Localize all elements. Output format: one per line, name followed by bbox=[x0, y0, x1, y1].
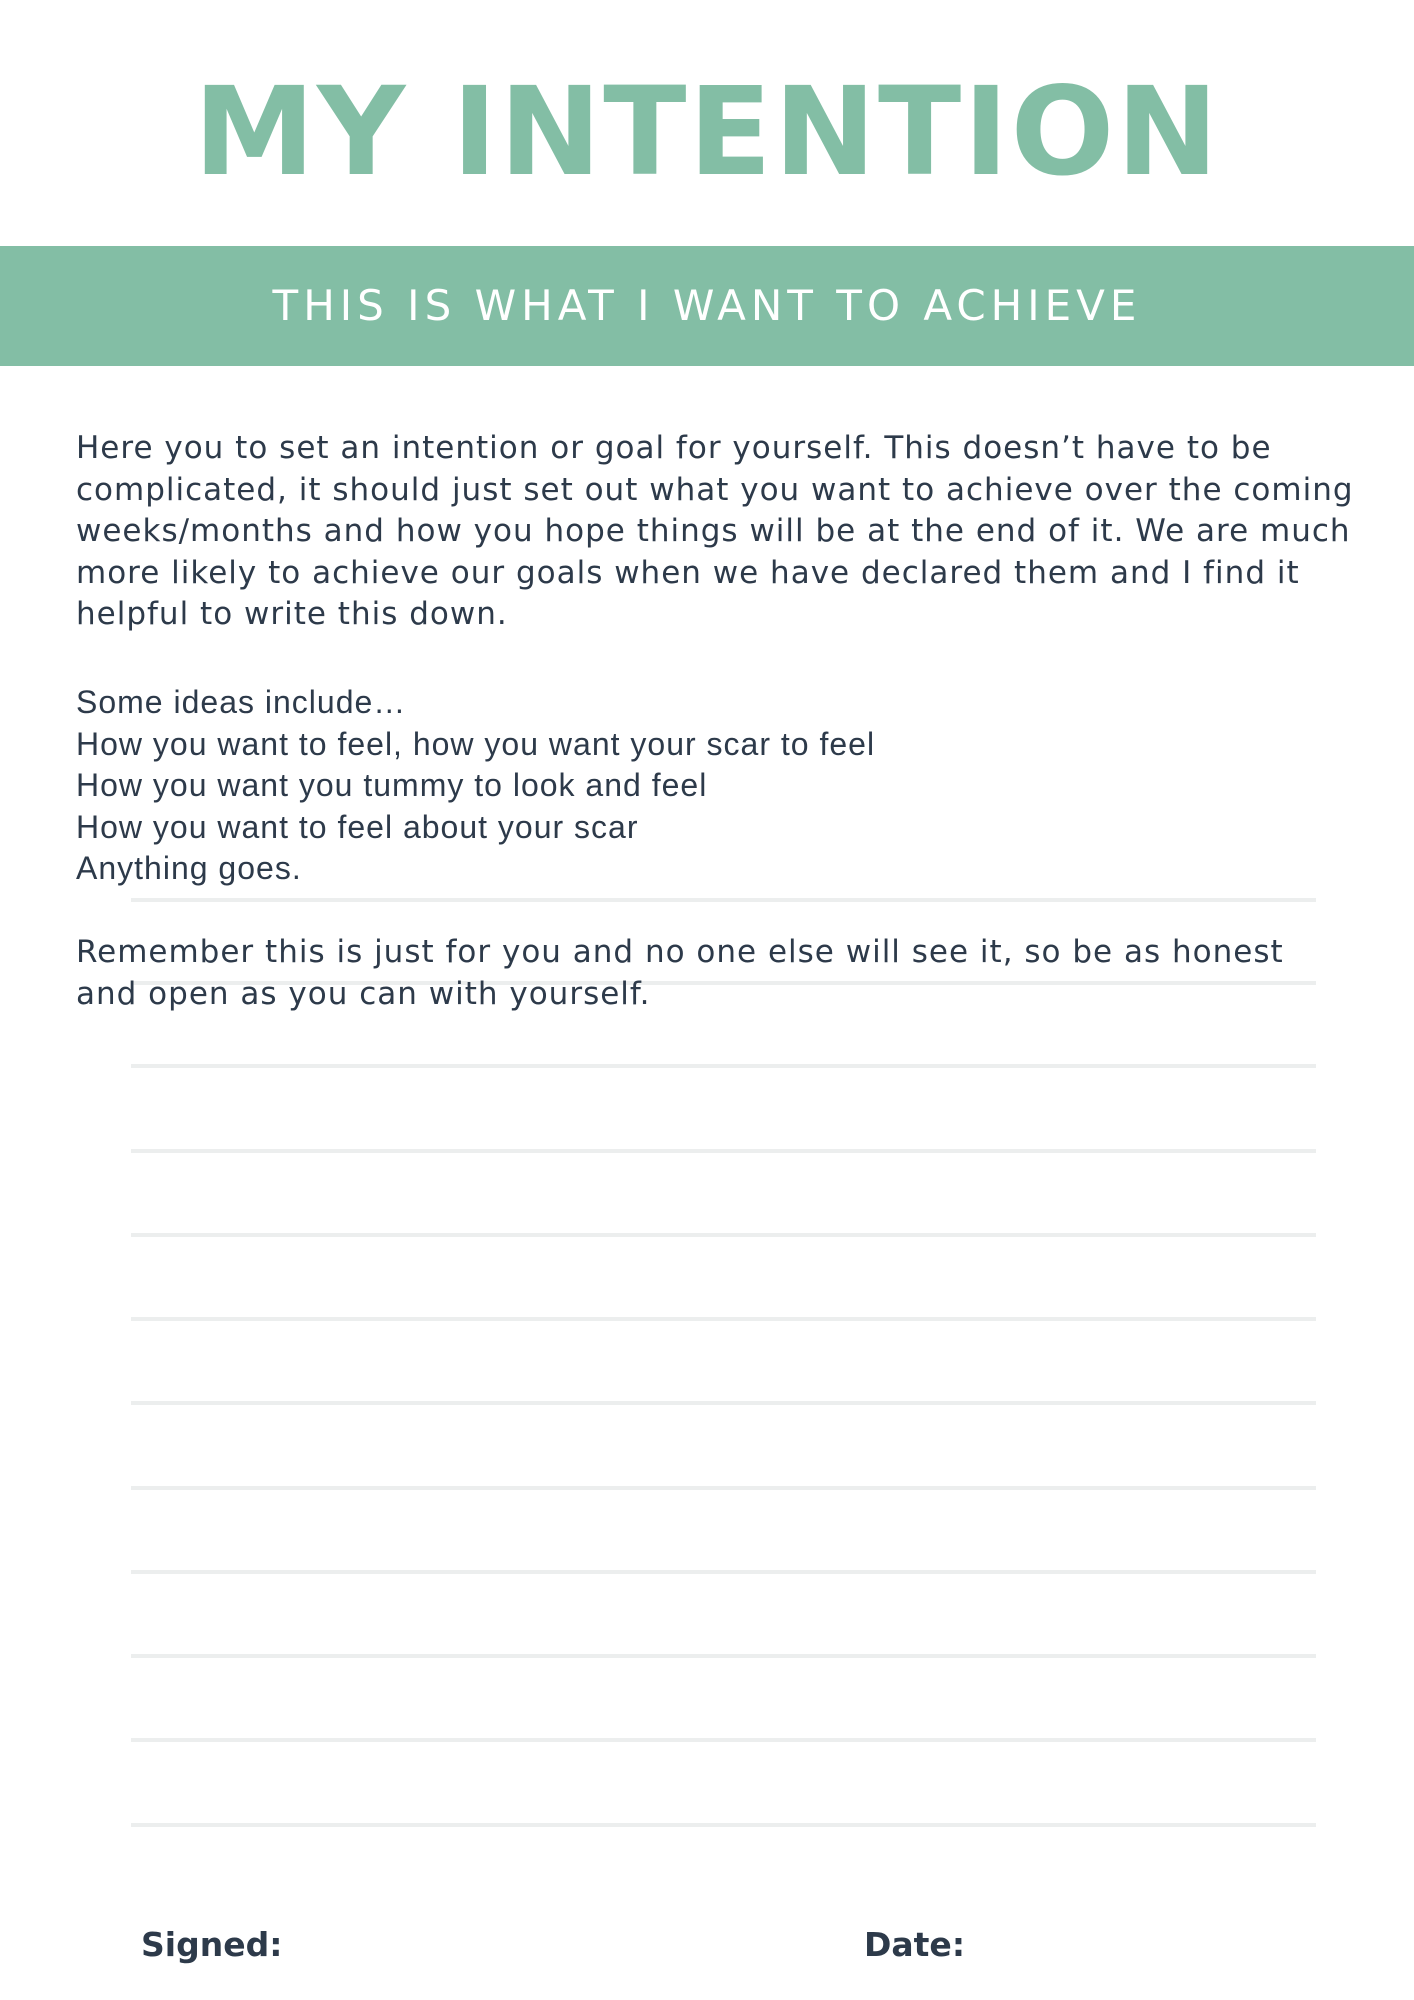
idea-item: How you want to feel, how you want your scar to feel bbox=[76, 725, 876, 762]
writing-line[interactable] bbox=[131, 1401, 1316, 1405]
writing-line[interactable] bbox=[131, 1486, 1316, 1490]
writing-line[interactable] bbox=[131, 1570, 1316, 1574]
ideas-heading: Some ideas include… bbox=[76, 684, 407, 720]
writing-line[interactable] bbox=[131, 898, 1316, 902]
idea-item: Anything goes. bbox=[76, 850, 302, 886]
intro-paragraph: Here you to set an intention or goal for yourself. This doesn’t have to be complicated, it should just set out what you want to achieve over the coming weeks/months and how you hope things will be at the end of it. We are much more likely to achieve our goals when we have declared them and I find it helpful to write this down. bbox=[76, 430, 1354, 632]
idea-item: How you want you tummy to look and feel bbox=[76, 767, 708, 803]
writing-line[interactable] bbox=[131, 1064, 1316, 1068]
writing-line[interactable] bbox=[131, 1317, 1316, 1321]
idea-item: How you want to feel about your scar bbox=[76, 808, 639, 845]
signed-label: Signed: bbox=[141, 1925, 283, 1964]
writing-line[interactable] bbox=[131, 1654, 1316, 1658]
reminder-paragraph: Remember this is just for you and no one else will see it, so be as honest and open as you can with yourself. bbox=[76, 934, 1284, 1012]
subtitle-banner bbox=[0, 246, 1414, 366]
writing-line[interactable] bbox=[131, 1233, 1316, 1237]
page-title: MY INTENTION bbox=[193, 61, 1221, 203]
writing-line[interactable] bbox=[131, 1738, 1316, 1742]
banner-text: THIS IS WHAT I WANT TO ACHIEVE bbox=[272, 281, 1142, 330]
writing-line[interactable] bbox=[131, 1823, 1316, 1827]
ideas-list bbox=[76, 682, 1276, 890]
writing-line[interactable] bbox=[131, 1149, 1316, 1153]
date-label: Date: bbox=[864, 1925, 966, 1964]
